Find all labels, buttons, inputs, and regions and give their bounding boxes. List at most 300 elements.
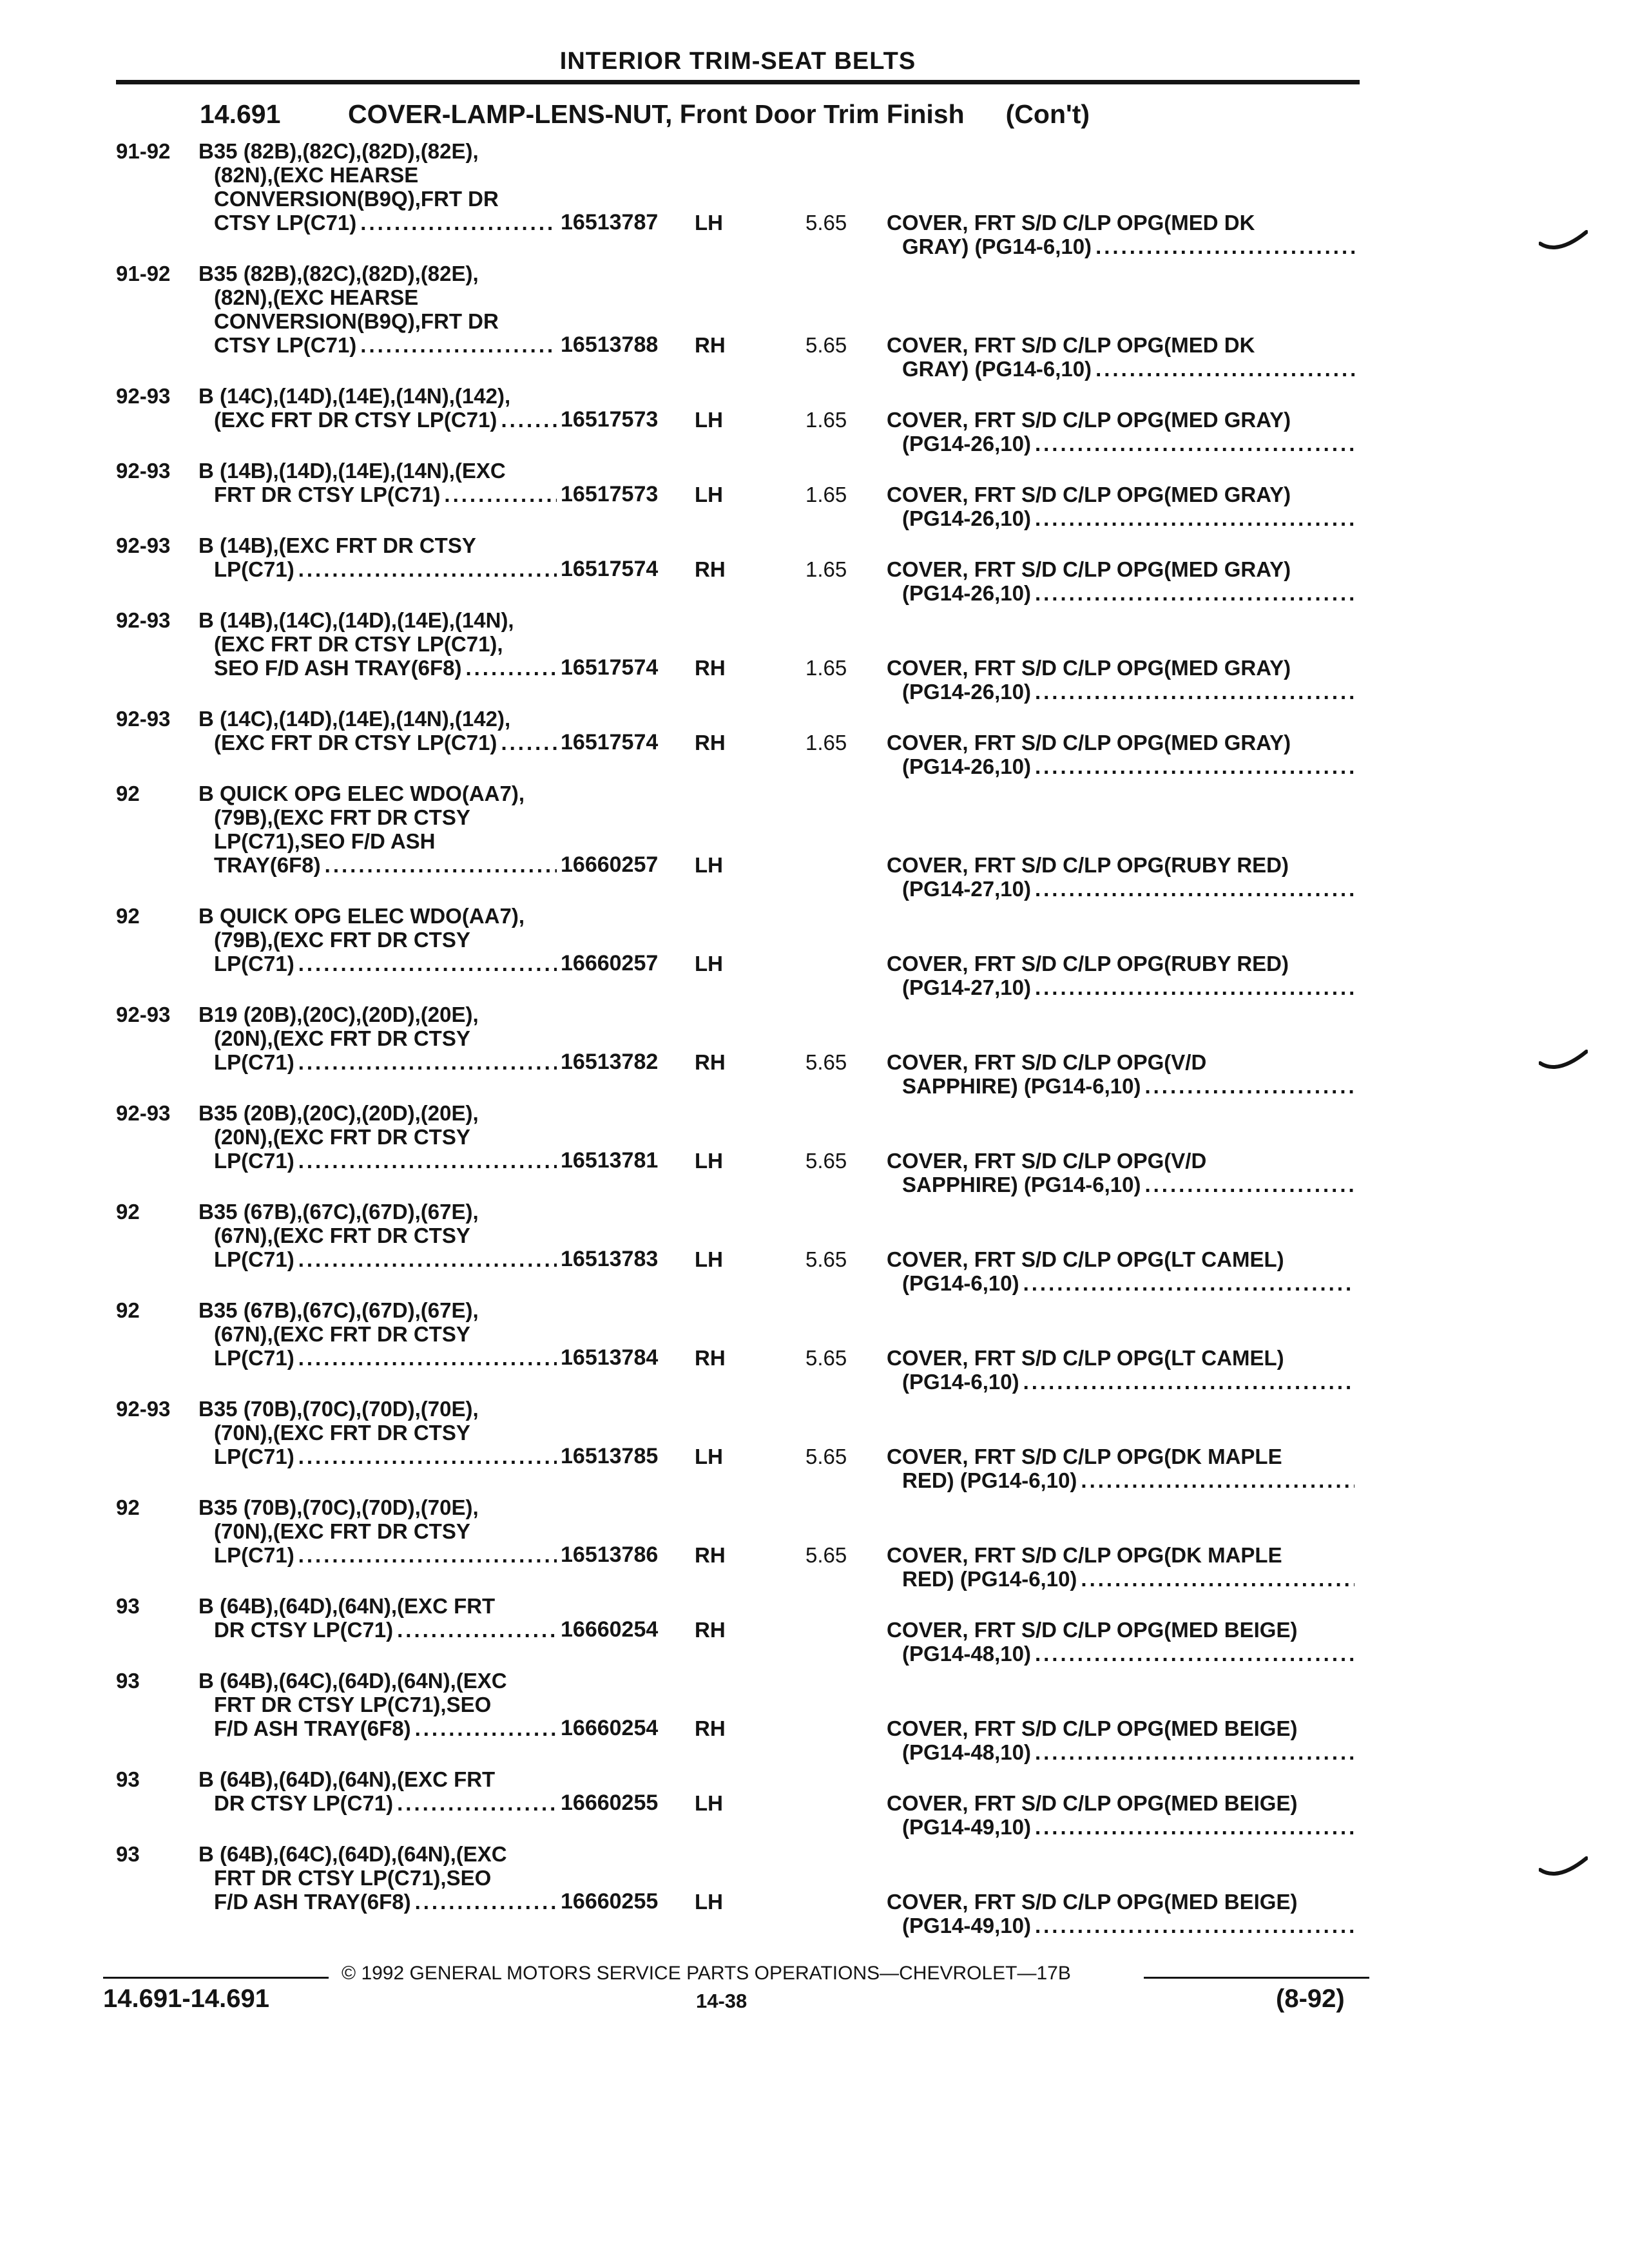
dot-leader <box>298 557 557 581</box>
part-description-text: RED) (PG14-6,10) <box>902 1567 1077 1591</box>
part-description-line: COVER, FRT S/D C/LP OPG(DK MAPLE <box>887 1445 1282 1468</box>
usage-line: (70N),(EXC FRT DR CTSY <box>214 1519 470 1543</box>
dot-leader <box>415 1890 557 1914</box>
part-number: 16660257 <box>561 951 659 975</box>
part-description-line: COVER, FRT S/D C/LP OPG(MED GRAY) <box>887 483 1291 506</box>
usage-line: B (64B),(64D),(64N),(EXC FRT <box>198 1594 496 1618</box>
part-description-line <box>887 432 1358 456</box>
parts-entry <box>0 782 1629 904</box>
price: 1.65 <box>805 408 847 432</box>
part-description <box>887 1149 1358 1196</box>
usage-line: B35 (67B),(67C),(67D),(67E), <box>198 1200 479 1224</box>
dot-leader <box>397 1618 557 1642</box>
dot-leader <box>444 483 557 506</box>
dot-leader <box>415 1716 557 1740</box>
dot-leader <box>465 656 557 680</box>
model-years: 91-92 <box>116 262 171 285</box>
dot-leader <box>360 211 557 235</box>
part-description <box>887 1716 1358 1764</box>
part-description <box>887 1791 1358 1839</box>
usage-line <box>198 853 561 877</box>
usage-line: (82N),(EXC HEARSE <box>214 285 419 309</box>
dot-leader <box>1144 1074 1354 1098</box>
side-indicator: RH <box>695 656 726 680</box>
usage-line-text: TRAY(6F8) <box>214 853 321 877</box>
part-description-line <box>887 581 1358 605</box>
usage-line: B QUICK OPG ELEC WDO(AA7), <box>198 782 525 805</box>
side-indicator: RH <box>695 1618 726 1642</box>
usage-line: B QUICK OPG ELEC WDO(AA7), <box>198 904 525 928</box>
part-number: 16513781 <box>561 1148 659 1173</box>
side-indicator: RH <box>695 1346 726 1370</box>
usage-description <box>198 608 559 680</box>
parts-entry <box>0 608 1629 707</box>
usage-line-text: LP(C71) <box>214 557 294 581</box>
part-description-text: GRAY) (PG14-6,10) <box>902 235 1092 258</box>
price: 1.65 <box>805 483 847 506</box>
part-description-text: (PG14-27,10) <box>902 975 1031 999</box>
dot-leader <box>1035 754 1354 778</box>
usage-line: B (14B),(14D),(14E),(14N),(EXC <box>198 459 506 483</box>
side-indicator: LH <box>695 1791 723 1815</box>
part-description-line <box>887 1642 1358 1666</box>
model-years: 92 <box>116 1298 140 1322</box>
part-description-line <box>887 1074 1358 1098</box>
part-description-line: COVER, FRT S/D C/LP OPG(DK MAPLE <box>887 1543 1282 1567</box>
usage-description <box>198 782 559 877</box>
dot-leader <box>1035 1642 1354 1666</box>
part-description-line: COVER, FRT S/D C/LP OPG(MED BEIGE) <box>887 1716 1298 1740</box>
side-indicator: LH <box>695 1890 723 1914</box>
usage-description <box>198 139 559 235</box>
part-description-line <box>887 1740 1358 1764</box>
parts-entry <box>0 533 1629 608</box>
dot-leader <box>298 1346 557 1370</box>
usage-line-text: DR CTSY LP(C71) <box>214 1791 394 1815</box>
part-description-line <box>887 680 1358 704</box>
model-years: 92-93 <box>116 384 171 408</box>
part-description-line <box>887 754 1358 778</box>
section-number: 14.691 <box>200 99 281 129</box>
dot-leader <box>1035 432 1354 456</box>
usage-description <box>198 1594 559 1642</box>
part-description-line <box>887 975 1358 999</box>
model-years: 92 <box>116 1200 140 1224</box>
part-description-line <box>887 1815 1358 1839</box>
usage-line: FRT DR CTSY LP(C71),SEO <box>214 1866 492 1890</box>
part-number: 16517574 <box>561 557 659 581</box>
page-number: 14-38 <box>696 1990 747 2012</box>
usage-description <box>198 533 559 581</box>
part-description-text: (PG14-6,10) <box>902 1271 1019 1295</box>
model-years: 91-92 <box>116 139 171 163</box>
usage-description <box>198 1397 559 1468</box>
parts-entry <box>0 384 1629 459</box>
parts-entry <box>0 904 1629 1003</box>
usage-description <box>198 1842 559 1914</box>
usage-line: FRT DR CTSY LP(C71),SEO <box>214 1693 492 1716</box>
model-years: 92-93 <box>116 459 171 483</box>
usage-description <box>198 1298 559 1370</box>
usage-line: (79B),(EXC FRT DR CTSY <box>214 928 470 952</box>
part-description <box>887 483 1358 530</box>
part-description <box>887 408 1358 456</box>
part-description <box>887 557 1358 605</box>
part-description-text: GRAY) (PG14-6,10) <box>902 357 1092 381</box>
dot-leader <box>360 333 557 357</box>
part-number: 16513784 <box>561 1345 659 1370</box>
model-years: 93 <box>116 1767 140 1791</box>
usage-line <box>198 408 561 432</box>
part-number: 16513785 <box>561 1444 659 1468</box>
usage-line <box>198 1445 561 1468</box>
dot-leader <box>298 1247 557 1271</box>
model-years: 92-93 <box>116 1003 171 1026</box>
side-indicator: LH <box>695 1445 723 1468</box>
part-number: 16517573 <box>561 482 659 506</box>
usage-line-text: CTSY LP(C71) <box>214 211 357 235</box>
usage-line: CONVERSION(B9Q),FRT DR <box>214 309 499 333</box>
part-description-text: (PG14-26,10) <box>902 506 1031 530</box>
part-description-line: COVER, FRT S/D C/LP OPG(MED GRAY) <box>887 408 1291 432</box>
model-years: 92-93 <box>116 608 171 632</box>
usage-description <box>198 1495 559 1567</box>
model-years: 92-93 <box>116 1101 171 1125</box>
usage-line: B (14C),(14D),(14E),(14N),(142), <box>198 707 511 731</box>
price: 5.65 <box>805 1050 847 1074</box>
part-description-text: (PG14-48,10) <box>902 1642 1031 1666</box>
usage-line: B (64B),(64C),(64D),(64N),(EXC <box>198 1842 507 1866</box>
part-description <box>887 853 1358 901</box>
dot-leader <box>1095 235 1354 258</box>
part-description-line: COVER, FRT S/D C/LP OPG(MED BEIGE) <box>887 1618 1298 1642</box>
part-description <box>887 1346 1358 1394</box>
usage-line: B (64B),(64C),(64D),(64N),(EXC <box>198 1669 507 1693</box>
part-description-line: COVER, FRT S/D C/LP OPG(MED GRAY) <box>887 731 1291 754</box>
section-heading <box>200 99 1090 130</box>
check-mark-icon <box>1539 1049 1588 1072</box>
usage-description <box>198 262 559 357</box>
part-description-text: (PG14-26,10) <box>902 432 1031 456</box>
part-description-line <box>887 506 1358 530</box>
usage-line <box>198 1247 561 1271</box>
footer-rule-left <box>103 1977 329 1979</box>
usage-line: B (14B),(14C),(14D),(14E),(14N), <box>198 608 514 632</box>
copyright-notice: © 1992 GENERAL MOTORS SERVICE PARTS OPERATIONS—CHEVROLET—17B <box>342 1963 1071 1984</box>
usage-line: B35 (70B),(70C),(70D),(70E), <box>198 1495 479 1519</box>
usage-description <box>198 904 559 975</box>
usage-line: B19 (20B),(20C),(20D),(20E), <box>198 1003 479 1026</box>
part-number: 16513782 <box>561 1050 659 1074</box>
parts-entry <box>0 262 1629 384</box>
usage-line <box>198 1149 561 1173</box>
part-description-line: COVER, FRT S/D C/LP OPG(V/D <box>887 1149 1207 1173</box>
section-continued: (Con't) <box>1005 99 1090 129</box>
usage-line: CONVERSION(B9Q),FRT DR <box>214 187 499 211</box>
parts-entry <box>0 1594 1629 1669</box>
usage-line-text: LP(C71) <box>214 952 294 975</box>
model-years: 92-93 <box>116 707 171 731</box>
side-indicator: RH <box>695 731 726 754</box>
part-description-line <box>887 1567 1358 1591</box>
price: 5.65 <box>805 211 847 235</box>
usage-line: B35 (70B),(70C),(70D),(70E), <box>198 1397 479 1421</box>
part-description <box>887 211 1358 258</box>
dot-leader <box>1023 1370 1354 1394</box>
side-indicator: LH <box>695 1149 723 1173</box>
part-number: 16513787 <box>561 210 659 235</box>
usage-description <box>198 707 559 754</box>
part-number: 16517573 <box>561 407 659 432</box>
part-number: 16660255 <box>561 1889 659 1914</box>
section-range: 14.691-14.691 <box>103 1984 270 2013</box>
price: 1.65 <box>805 731 847 754</box>
part-number: 16513786 <box>561 1542 659 1567</box>
parts-entry <box>0 1101 1629 1200</box>
usage-line: (20N),(EXC FRT DR CTSY <box>214 1125 470 1149</box>
model-years: 92-93 <box>116 1397 171 1421</box>
part-description-text: RED) (PG14-6,10) <box>902 1468 1077 1492</box>
running-title: INTERIOR TRIM-SEAT BELTS <box>559 48 916 75</box>
usage-description <box>198 459 559 506</box>
part-description-line <box>887 235 1358 258</box>
usage-line: B (14B),(EXC FRT DR CTSY <box>198 533 476 557</box>
usage-line <box>198 483 561 506</box>
part-description-line <box>887 1271 1358 1295</box>
usage-line-text: LP(C71) <box>214 1247 294 1271</box>
usage-line-text: SEO F/D ASH TRAY(6F8) <box>214 656 462 680</box>
usage-line: B35 (82B),(82C),(82D),(82E), <box>198 262 479 285</box>
part-description-text: (PG14-49,10) <box>902 1914 1031 1937</box>
part-description <box>887 656 1358 704</box>
part-description-line: COVER, FRT S/D C/LP OPG(V/D <box>887 1050 1207 1074</box>
usage-line: B (14C),(14D),(14E),(14N),(142), <box>198 384 511 408</box>
usage-description <box>198 1200 559 1271</box>
dot-leader <box>298 1543 557 1567</box>
dot-leader <box>1035 1740 1354 1764</box>
part-description-line <box>887 1468 1358 1492</box>
part-number: 16660254 <box>561 1716 659 1740</box>
usage-description <box>198 1669 559 1740</box>
usage-line-text: F/D ASH TRAY(6F8) <box>214 1716 411 1740</box>
usage-line <box>198 211 561 235</box>
dot-leader <box>298 1149 557 1173</box>
part-description <box>887 1445 1358 1492</box>
usage-description <box>198 1003 559 1074</box>
part-description-line <box>887 877 1358 901</box>
part-description-line: COVER, FRT S/D C/LP OPG(RUBY RED) <box>887 952 1289 975</box>
price: 5.65 <box>805 1543 847 1567</box>
part-description-text: (PG14-48,10) <box>902 1740 1031 1764</box>
price: 1.65 <box>805 557 847 581</box>
usage-line: (67N),(EXC FRT DR CTSY <box>214 1224 470 1247</box>
parts-entry <box>0 139 1629 262</box>
usage-line-text: DR CTSY LP(C71) <box>214 1618 394 1642</box>
usage-line-text: FRT DR CTSY LP(C71) <box>214 483 441 506</box>
usage-line <box>198 1716 561 1740</box>
section-name: COVER-LAMP-LENS-NUT, Front Door Trim Finish <box>348 99 965 129</box>
parts-entry <box>0 1397 1629 1495</box>
part-description-text: (PG14-26,10) <box>902 581 1031 605</box>
parts-entry <box>0 1669 1629 1767</box>
usage-line-text: LP(C71) <box>214 1050 294 1074</box>
usage-line-text: LP(C71) <box>214 1445 294 1468</box>
usage-line: (70N),(EXC FRT DR CTSY <box>214 1421 470 1445</box>
usage-line: (79B),(EXC FRT DR CTSY <box>214 805 470 829</box>
usage-line-text: (EXC FRT DR CTSY LP(C71) <box>214 731 497 754</box>
side-indicator: RH <box>695 557 726 581</box>
model-years: 92 <box>116 782 140 805</box>
usage-description <box>198 384 559 432</box>
usage-line <box>198 333 561 357</box>
part-description <box>887 1050 1358 1098</box>
parts-entry <box>0 1298 1629 1397</box>
usage-line <box>198 1791 561 1815</box>
usage-line-text: CTSY LP(C71) <box>214 333 357 357</box>
usage-line <box>198 1543 561 1567</box>
part-description-line: COVER, FRT S/D C/LP OPG(MED GRAY) <box>887 656 1291 680</box>
usage-line-text: LP(C71) <box>214 1149 294 1173</box>
usage-line <box>198 1890 561 1914</box>
parts-entry <box>0 1003 1629 1101</box>
usage-line-text: F/D ASH TRAY(6F8) <box>214 1890 411 1914</box>
part-number: 16513788 <box>561 332 659 357</box>
part-description-line <box>887 357 1358 381</box>
dot-leader <box>1035 1914 1354 1937</box>
part-number: 16513783 <box>561 1247 659 1271</box>
usage-line-text: LP(C71) <box>214 1543 294 1567</box>
dot-leader <box>1144 1173 1354 1196</box>
parts-entry <box>0 1495 1629 1594</box>
dot-leader <box>397 1791 557 1815</box>
side-indicator: RH <box>695 1716 726 1740</box>
dot-leader <box>1035 581 1354 605</box>
model-years: 93 <box>116 1669 140 1693</box>
model-years: 92 <box>116 1495 140 1519</box>
parts-entry <box>0 459 1629 533</box>
side-indicator: LH <box>695 211 723 235</box>
price: 5.65 <box>805 1445 847 1468</box>
part-description-line: COVER, FRT S/D C/LP OPG(LT CAMEL) <box>887 1247 1284 1271</box>
part-description <box>887 1247 1358 1295</box>
dot-leader <box>1035 680 1354 704</box>
parts-entry <box>0 1200 1629 1298</box>
side-indicator: LH <box>695 952 723 975</box>
parts-entry <box>0 1842 1629 1941</box>
usage-line <box>198 1346 561 1370</box>
part-description <box>887 333 1358 381</box>
usage-line: B (64B),(64D),(64N),(EXC FRT <box>198 1767 496 1791</box>
part-description-text: (PG14-6,10) <box>902 1370 1019 1394</box>
part-number: 16660257 <box>561 852 659 877</box>
part-description-line <box>887 1914 1358 1937</box>
check-mark-icon <box>1539 229 1588 253</box>
price: 5.65 <box>805 1149 847 1173</box>
price: 1.65 <box>805 656 847 680</box>
part-description <box>887 1890 1358 1937</box>
page-header <box>116 48 1360 86</box>
model-years: 93 <box>116 1594 140 1618</box>
part-description-line: COVER, FRT S/D C/LP OPG(MED GRAY) <box>887 557 1291 581</box>
side-indicator: LH <box>695 853 723 877</box>
model-years: 92 <box>116 904 140 928</box>
part-description-line: COVER, FRT S/D C/LP OPG(RUBY RED) <box>887 853 1289 877</box>
part-description <box>887 952 1358 999</box>
part-description-text: SAPPHIRE) (PG14-6,10) <box>902 1074 1141 1098</box>
side-indicator: LH <box>695 408 723 432</box>
check-mark-icon <box>1539 1856 1588 1879</box>
side-indicator: LH <box>695 483 723 506</box>
part-description <box>887 1618 1358 1666</box>
usage-line: (20N),(EXC FRT DR CTSY <box>214 1026 470 1050</box>
dot-leader <box>1035 506 1354 530</box>
price: 5.65 <box>805 1346 847 1370</box>
usage-line: B35 (82B),(82C),(82D),(82E), <box>198 139 479 163</box>
usage-line: LP(C71),SEO F/D ASH <box>214 829 436 853</box>
dot-leader <box>1023 1271 1354 1295</box>
usage-description <box>198 1101 559 1173</box>
dot-leader <box>298 1050 557 1074</box>
dot-leader <box>1035 877 1354 901</box>
usage-line-text: LP(C71) <box>214 1346 294 1370</box>
side-indicator: RH <box>695 1050 726 1074</box>
part-description-text: SAPPHIRE) (PG14-6,10) <box>902 1173 1141 1196</box>
header-rule <box>116 80 1360 84</box>
usage-description <box>198 1767 559 1815</box>
part-description-line: COVER, FRT S/D C/LP OPG(MED BEIGE) <box>887 1791 1298 1815</box>
part-description-line <box>887 1173 1358 1196</box>
dot-leader <box>1035 1815 1354 1839</box>
parts-entry <box>0 1767 1629 1842</box>
parts-entry <box>0 707 1629 782</box>
part-description-line <box>887 1370 1358 1394</box>
usage-line-text: (EXC FRT DR CTSY LP(C71) <box>214 408 497 432</box>
revision-date: (8-92) <box>1276 1984 1345 2013</box>
dot-leader <box>1095 357 1354 381</box>
usage-line <box>198 952 561 975</box>
usage-line: B35 (20B),(20C),(20D),(20E), <box>198 1101 479 1125</box>
usage-line: (67N),(EXC FRT DR CTSY <box>214 1322 470 1346</box>
usage-line <box>198 557 561 581</box>
dot-leader <box>1081 1468 1354 1492</box>
usage-line: B35 (67B),(67C),(67D),(67E), <box>198 1298 479 1322</box>
usage-line <box>198 1050 561 1074</box>
price: 5.65 <box>805 333 847 357</box>
model-years: 92-93 <box>116 533 171 557</box>
dot-leader <box>501 731 557 754</box>
dot-leader <box>298 952 557 975</box>
part-description-line: COVER, FRT S/D C/LP OPG(LT CAMEL) <box>887 1346 1284 1370</box>
part-description <box>887 731 1358 778</box>
side-indicator: LH <box>695 1247 723 1271</box>
part-description-text: (PG14-26,10) <box>902 680 1031 704</box>
part-description-text: (PG14-27,10) <box>902 877 1031 901</box>
footer-rule-right <box>1144 1977 1369 1979</box>
part-description-text: (PG14-26,10) <box>902 754 1031 778</box>
usage-line <box>198 731 561 754</box>
part-number: 16517574 <box>561 730 659 754</box>
dot-leader <box>298 1445 557 1468</box>
side-indicator: RH <box>695 1543 726 1567</box>
side-indicator: RH <box>695 333 726 357</box>
dot-leader <box>1035 975 1354 999</box>
dot-leader <box>1081 1567 1354 1591</box>
usage-line <box>198 1618 561 1642</box>
part-description <box>887 1543 1358 1591</box>
part-number: 16517574 <box>561 655 659 680</box>
part-number: 16660254 <box>561 1617 659 1642</box>
price: 5.65 <box>805 1247 847 1271</box>
